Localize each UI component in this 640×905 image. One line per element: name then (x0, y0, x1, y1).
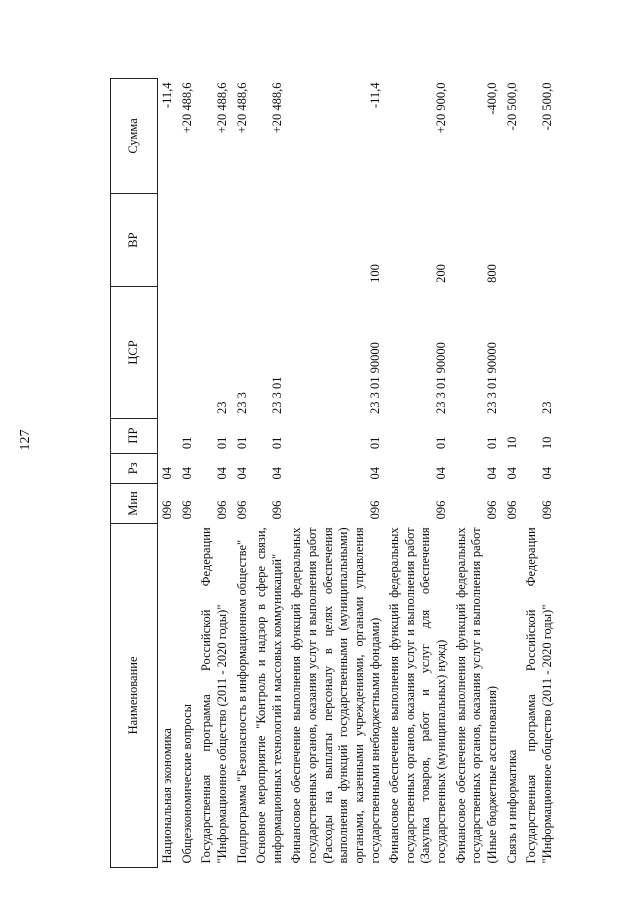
row-min: 096 (484, 500, 499, 520)
row-sum: -400,0 (484, 82, 499, 115)
row-pr: 01 (269, 436, 284, 450)
row-csr: 23 (214, 401, 229, 415)
row-csr: 23 (539, 401, 554, 415)
table-row (287, 79, 385, 868)
row-vr: 100 (367, 264, 382, 283)
row-rz: 04 (160, 467, 174, 480)
row-rz: 04 (234, 467, 249, 480)
row-name: Национальная экономика (160, 728, 174, 864)
table-row (503, 79, 523, 868)
row-csr (158, 287, 178, 418)
row-sum: -11,4 (160, 82, 174, 109)
row-min: 096 (434, 500, 448, 520)
row-min: 096 (504, 500, 519, 520)
row-pr: 01 (367, 436, 382, 450)
row-rz: 04 (214, 467, 229, 480)
row-csr: 23 3 01 90000 (367, 342, 382, 415)
header-name: Наименование (111, 523, 158, 867)
row-vr (158, 193, 178, 287)
row-min: 096 (539, 500, 554, 520)
row-rz: 04 (504, 467, 519, 480)
table-row (385, 79, 452, 868)
row-name: Финансовое обеспечение выполнения функций федеральных государственных органов, оказания услуг и выполнения работ (Иные бюджетные ассигнования) (453, 527, 499, 864)
row-sum: +20 488,6 (214, 82, 229, 134)
row-rz: 04 (434, 467, 448, 480)
row-name: Финансовое обеспечение выполнения функций федеральных государственных органов, оказания услуг и выполнения работ (Закупка товаров, работ и услуг для обеспечения государственных (муниципальных) нужд) (387, 527, 448, 864)
row-sum: +20 488,6 (179, 82, 194, 134)
header-csr: ЦСР (111, 287, 158, 418)
row-vr (233, 193, 253, 287)
row-csr: 23 3 01 90000 (484, 342, 499, 415)
row-pr: 01 (484, 436, 499, 450)
row-name: Государственная программа Российской Федерации "Информационное общество (2011 - 2020 годы)" (524, 527, 554, 864)
budget-table-sheet (110, 78, 588, 868)
row-csr: 23 3 (234, 392, 249, 415)
row-vr: 800 (484, 264, 499, 283)
row-vr (503, 193, 523, 287)
row-vr (178, 193, 198, 287)
page-number: 127 (18, 429, 33, 451)
row-csr (178, 287, 198, 418)
row-rz: 04 (179, 467, 194, 480)
row-sum: -11,4 (367, 82, 382, 109)
row-name: Связь и информатика (504, 749, 519, 864)
row-name: Государственная программа Российской Федерации "Информационное общество (2011 - 2020 годы)" (199, 527, 229, 864)
row-name: Финансовое обеспечение выполнения функций федеральных государственных органов, оказания услуг и выполнения работ (Расходы на выплаты персоналу в целях обеспечения выполнения функций государственными (муниципальными) органами, казенными учреждениями, органами управления государственными внебюджетными фондами) (289, 527, 382, 864)
row-vr (522, 193, 557, 287)
table-row (197, 79, 232, 868)
row-rz: 04 (269, 467, 284, 480)
table-row (178, 79, 198, 868)
row-pr (158, 418, 178, 453)
table-row (452, 79, 503, 868)
row-vr (252, 193, 287, 287)
row-pr: 01 (179, 436, 194, 450)
row-min: 096 (367, 500, 382, 520)
table-row (522, 79, 557, 868)
table-row (233, 79, 253, 868)
row-name: Основное мероприятие "Контроль и надзор в сфере связи, информационных технологий и массовых коммуникаций" (254, 527, 284, 864)
row-min: 096 (160, 500, 174, 520)
row-sum: -20 500,0 (539, 82, 554, 131)
header-rz: Рз (111, 453, 158, 483)
row-name: Подпрограмма "Безопасность в информационном обществе" (234, 539, 249, 864)
row-rz: 04 (367, 467, 382, 480)
row-sum: +20 488,6 (234, 82, 249, 134)
row-csr: 23 3 01 90000 (434, 342, 448, 415)
row-sum: +20 900,0 (434, 82, 448, 134)
row-csr: 23 3 01 (269, 376, 284, 415)
row-vr: 200 (434, 264, 448, 283)
row-pr: 10 (539, 436, 554, 450)
table-header-row (111, 79, 158, 868)
table-row (252, 79, 287, 868)
row-sum: +20 488,6 (269, 82, 284, 134)
header-min: Мин (111, 484, 158, 524)
row-min: 096 (234, 500, 249, 520)
row-csr (503, 287, 523, 418)
budget-table (110, 78, 557, 868)
row-min: 096 (179, 500, 194, 520)
row-rz: 04 (484, 467, 499, 480)
row-min: 096 (269, 500, 284, 520)
header-vr: ВР (111, 193, 158, 287)
header-pr: ПР (111, 418, 158, 453)
row-pr: 01 (234, 436, 249, 450)
row-pr: 01 (434, 436, 448, 450)
header-sum: Сумма (111, 79, 158, 194)
table-row (158, 79, 178, 868)
row-name: Общеэкономические вопросы (179, 703, 194, 864)
row-pr: 01 (214, 436, 229, 450)
row-pr: 10 (504, 436, 519, 450)
row-sum: -20 500,0 (504, 82, 519, 131)
row-min: 096 (214, 500, 229, 520)
row-vr (197, 193, 232, 287)
row-rz: 04 (539, 467, 554, 480)
